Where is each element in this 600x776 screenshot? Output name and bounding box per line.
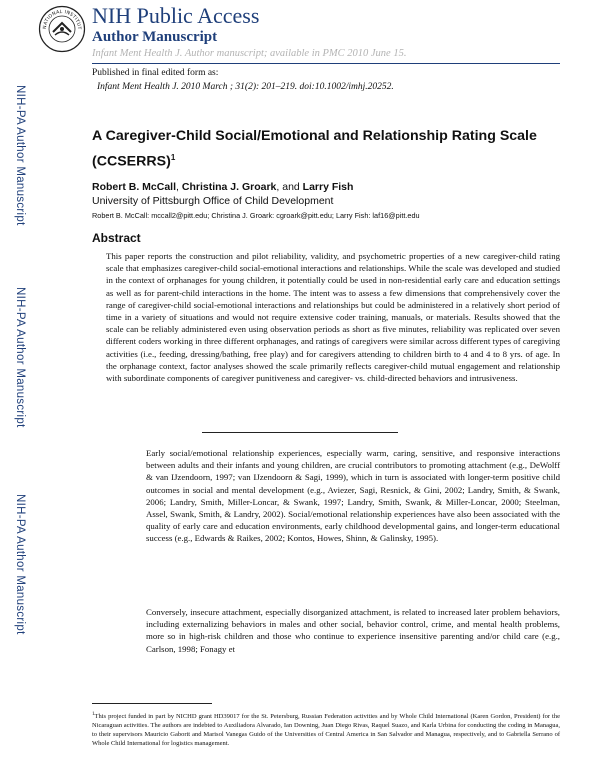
author-manuscript-label: Author Manuscript bbox=[92, 29, 218, 45]
abstract-text: This paper reports the construction and pilot reliability, validity, and psychometric properties of a new caregiver-child rating scale that emphasizes caregiver-child social-emotional interactions and relationships. While the scale was developed and studied in the context of orphanages for young children, it potentially could be used in non-residential early care and education settings as well as for parent-child interactions in the home. The intent was to assess a few dimensions that comprehensively cover the range of caregiver-child social-emotional interactions and relationships but could be administered in a relatively short period of time in a variety of situations and would not require extensive coder training, manuals, or materials. Results showed that the scale can be reliably administered even using observation periods as short as five minutes, reliability was replicated over seven different coders working in three different orphanages, and ratings of caregivers were similar across different types of caregiving activities (i.e., feeding, dressing/bathing, free play) and for caregivers attending to children birth to 4 and 4 to 8 yrs. of age. In the orphanage context, factor analyses showed the scale primarily reflects caregiver-child mutual engagement and relationship with subordinate components of caregiver punitiveness and caregiver- vs. child-directed behaviors and intrusiveness. bbox=[106, 251, 560, 384]
title-footnote-marker[interactable]: 1 bbox=[170, 153, 176, 162]
author-2: Christina J. Groark bbox=[181, 181, 277, 193]
seal-text: NATIONAL INSTITUT bbox=[42, 9, 82, 30]
footnote-text: This project funded in part by NICHD grant HD39017 for the St. Petersburg, Russian Federation activities and by Whole Child International (Karen Gordon, President) for the Nicaraguan activities. The authors are indebted to Auxiliadora Alvarado, Ian Downing, Juan Diego Rivas, Raquel Suazo, and Karla Urbina for conducting the coding in Managua, to their supervisors Mauricio Gaborit and Marisol Vanegas Guido of the Universities of Central America in San Salvador and Managua, respectively, and to Gabriella Serrano of Whole Child International for logistics management. bbox=[92, 713, 560, 747]
author-list bbox=[92, 181, 353, 193]
affiliation: University of Pittsburgh Office of Child Development bbox=[92, 195, 334, 207]
paper-title-line2: (CCSERRS) bbox=[92, 153, 171, 170]
nih-seal-logo bbox=[38, 5, 86, 53]
author-1: Robert B. McCall bbox=[92, 181, 177, 193]
body-paragraph-1: Early social/emotional relationship experiences, especially warm, caring, sensitive, and responsive interactions between adults and their infants and young children, are crucial contributors to promoting attachment (e.g., DeWolff & van IJzendoorn, 1997; van IJzendoorn & Sagi, 1999), which in turn is associated with longer-term positive child outcomes in social and mental development (e.g., Aviezer, Sagi, Resnick, & Gini, 2002; Landry, Smith, & Swank, 2006; Landry, Smith, Miller-Loncar, & Swank, 1997; Landry, Smith, Swank, & Miller-Loncar, 2000; Steelman, Assel, Swank, Smith, & Landry, 2002). Social/emotional relationship experiences have also been associated with the quality of early care and education environments, early childhood developmental gains, and longer-term educational success (e.g., Edwards & Raikes, 2002; Kontos, Howes, Shinn, & Galinsky, 1995). bbox=[146, 448, 560, 544]
sidebar-watermark-bottom: NIH-PA Author Manuscript bbox=[14, 494, 26, 635]
author-3: Larry Fish bbox=[302, 181, 354, 193]
citation-line bbox=[97, 82, 394, 92]
citation-text: Infant Ment Health J. 2010 March ; 31(2): 201–219. doi:10.1002/imhj.20252. bbox=[97, 82, 394, 92]
paper-title bbox=[92, 125, 562, 173]
abstract-heading: Abstract bbox=[92, 231, 141, 245]
sidebar-watermark-top: NIH-PA Author Manuscript bbox=[14, 85, 26, 226]
author-emails: Robert B. McCall: mccall2@pitt.edu; Christina J. Groark: cgroark@pitt.edu; Larry Fish: laf16@pitt.edu bbox=[92, 211, 420, 220]
header-divider bbox=[92, 63, 560, 64]
published-label: Published in final edited form as: bbox=[92, 68, 219, 78]
author-separator-1: , bbox=[176, 181, 182, 193]
footnote-divider bbox=[92, 703, 212, 704]
nih-public-access-title: NIH Public Access bbox=[92, 3, 260, 28]
paper-title-line1: A Caregiver-Child Social/Emotional and Relationship Rating Scale bbox=[92, 128, 537, 144]
body-paragraph-2: Conversely, insecure attachment, especially disorganized attachment, is related to increased later problem behaviors, including externalizing behaviors in males and other social, behavior control, crime, and mental health problems, more so in high-risk children and those who continue to experience insensitive parenting and/or child care (e.g., Carlson, 1998; Fonagy et bbox=[146, 607, 560, 654]
author-separator-2: , and bbox=[276, 181, 303, 193]
footnote bbox=[92, 711, 560, 748]
journal-availability-line: Infant Ment Health J. Author manuscript; available in PMC 2010 June 15. bbox=[92, 48, 407, 59]
footnote-marker: 1 bbox=[92, 712, 95, 717]
abstract-divider bbox=[202, 432, 398, 433]
sidebar-watermark-middle: NIH-PA Author Manuscript bbox=[14, 287, 26, 428]
